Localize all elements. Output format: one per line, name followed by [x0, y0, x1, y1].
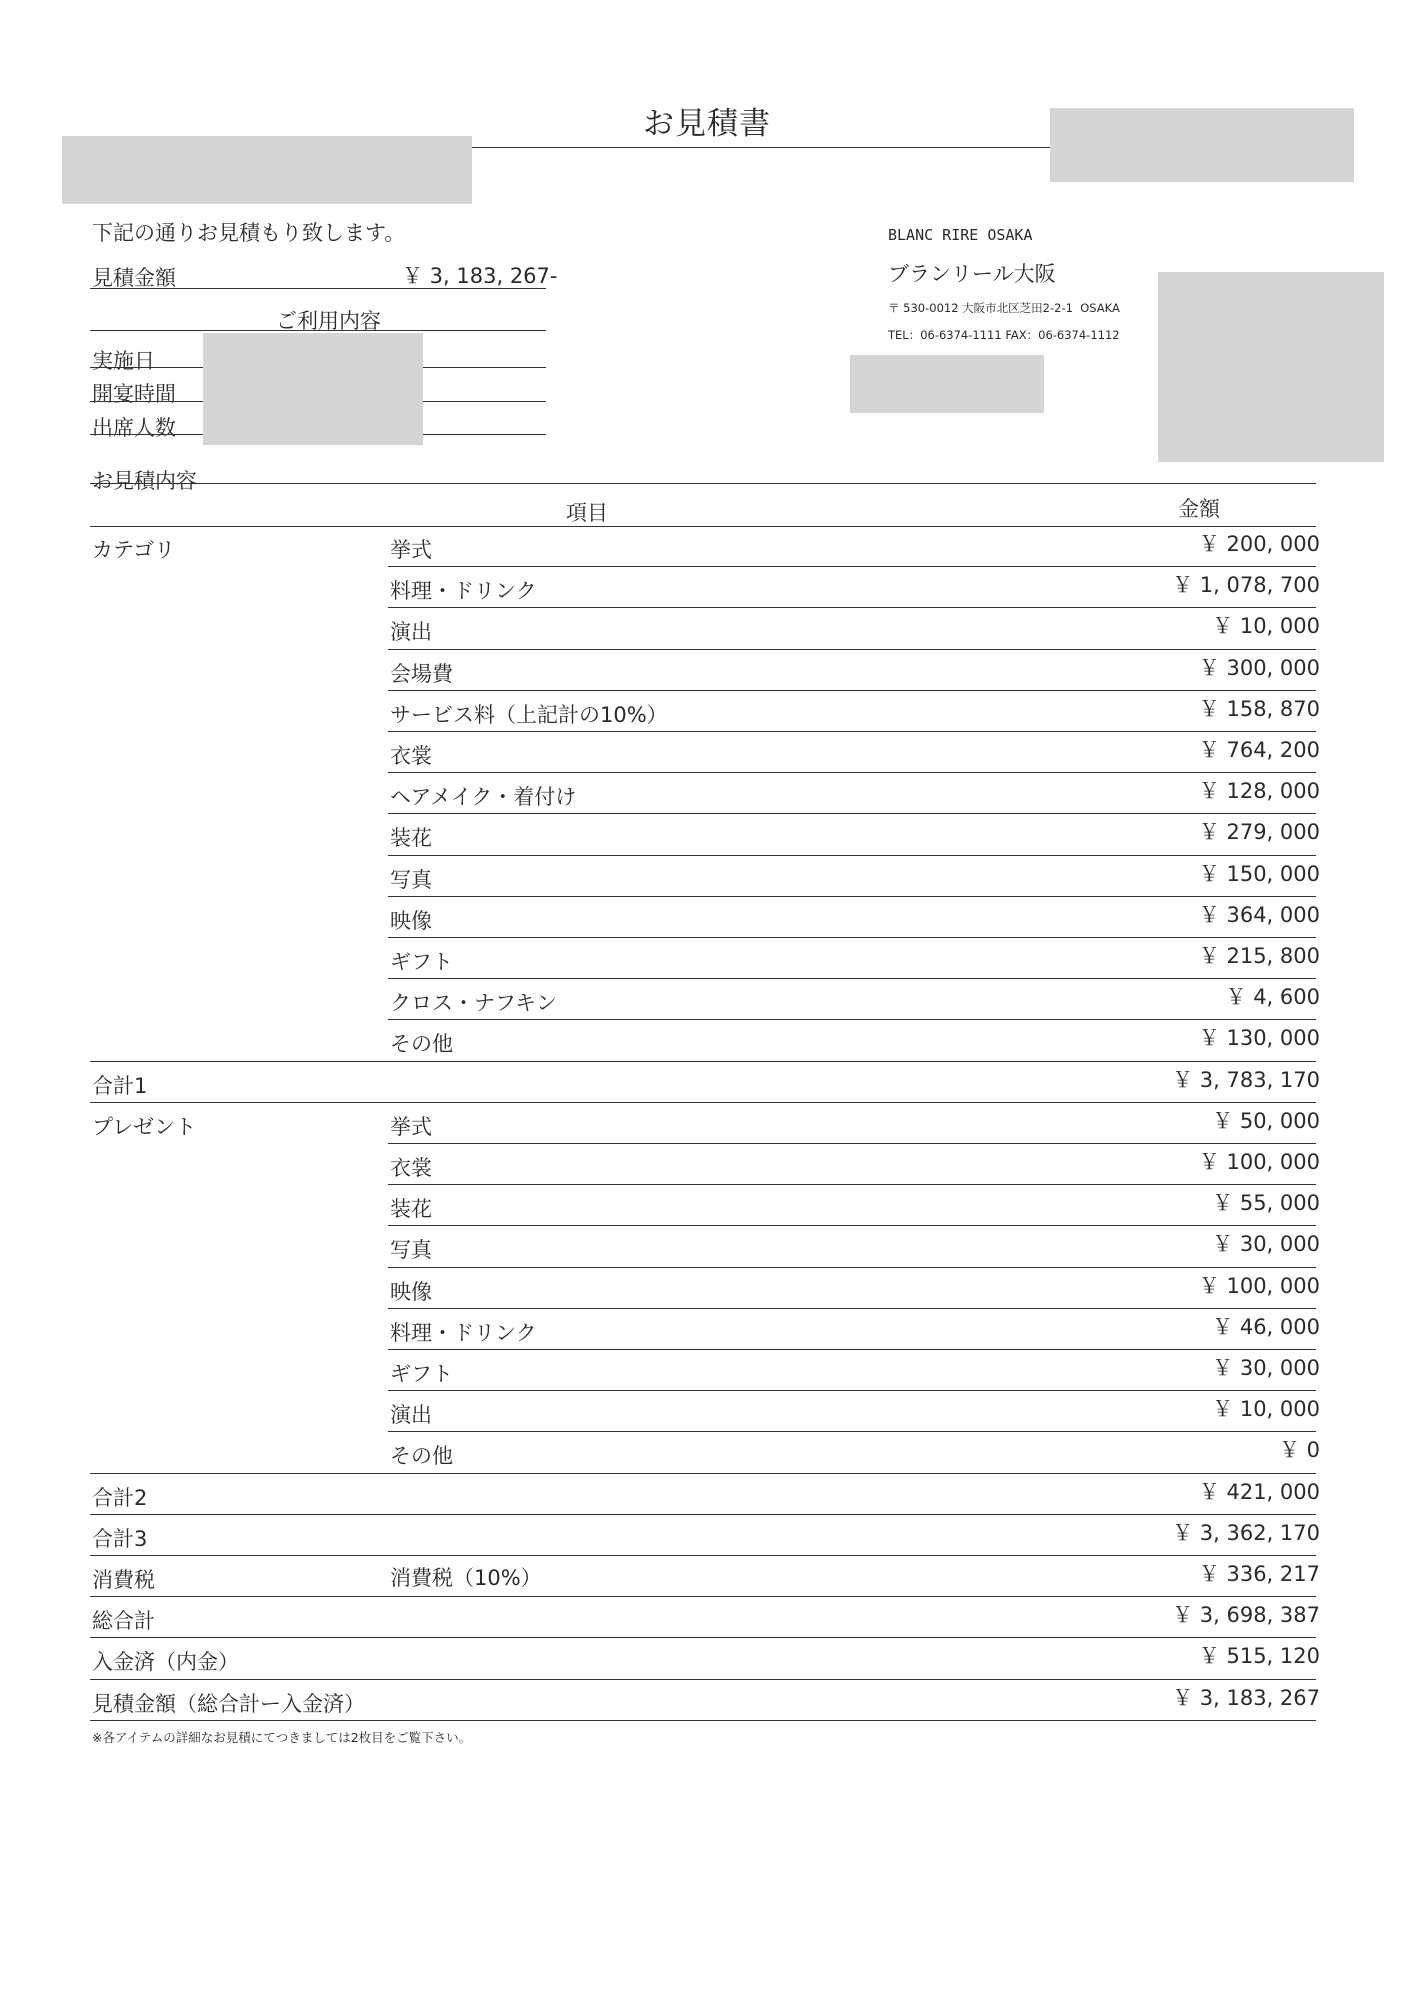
row-rule [388, 649, 1316, 650]
row-rule [388, 1431, 1316, 1432]
total-sub: 消費税（10%） [390, 1566, 542, 1590]
group-label: プレゼント [92, 1114, 197, 1139]
total-amount: ￥ 336, 217 [1198, 1562, 1320, 1586]
row-rule [388, 1349, 1316, 1350]
item-name: サービス料（上記計の10%） [390, 702, 668, 727]
subtotal-label: 合計1 [92, 1073, 148, 1098]
item-name: ギフト [390, 950, 453, 974]
usage-heading: ご利用内容 [276, 309, 381, 333]
row-rule [90, 1061, 1316, 1062]
row-rule [388, 1390, 1316, 1391]
row-rule [388, 1019, 1316, 1020]
estimate-amount: ￥ 3, 183, 267- [402, 264, 558, 288]
item-name: 映像 [390, 1279, 432, 1304]
item-amount: ￥ 1, 078, 700 [1172, 573, 1320, 598]
item-name: 挙式 [390, 538, 432, 562]
row-rule [90, 1473, 1316, 1474]
item-amount: ￥ 10, 000 [1212, 1397, 1320, 1422]
item-name: 写真 [390, 867, 432, 892]
redacted-usage-values [203, 333, 423, 445]
row-rule [388, 978, 1316, 979]
item-name: 演出 [390, 1403, 432, 1428]
item-name: 衣裳 [390, 1156, 432, 1180]
usage-time-label: 開宴時間 [92, 382, 176, 406]
item-name: クロス・ナフキン [390, 991, 557, 1016]
item-amount: ￥ 30, 000 [1212, 1232, 1320, 1257]
total-label: 入金済（内金） [92, 1650, 239, 1675]
subtotal-amount: ￥ 421, 000 [1198, 1479, 1320, 1504]
group-label: カテゴリ [92, 538, 176, 562]
total-rule [90, 1596, 1316, 1597]
total-label: 総合計 [92, 1609, 155, 1634]
item-amount: ￥ 364, 000 [1198, 902, 1320, 927]
item-name: 演出 [390, 620, 432, 645]
row-rule [388, 566, 1316, 567]
item-amount: ￥ 130, 000 [1198, 1026, 1320, 1051]
total-amount: ￥ 3, 698, 387 [1172, 1603, 1320, 1628]
item-name: 会場費 [390, 661, 453, 686]
item-name: 装花 [390, 826, 432, 851]
total-amount: ￥ 3, 183, 267 [1172, 1685, 1320, 1710]
item-amount: ￥ 158, 870 [1198, 696, 1320, 721]
total-rule [90, 1555, 1316, 1556]
item-name: 料理・ドリンク [390, 579, 537, 604]
item-name: 挙式 [390, 1114, 432, 1139]
item-amount: ￥ 100, 000 [1198, 1150, 1320, 1174]
company-name-en: BLANC RIRE OSAKA [888, 226, 1033, 244]
total-rule [90, 1637, 1316, 1638]
subtotal-rule [90, 1102, 1316, 1103]
item-amount: ￥ 215, 800 [1198, 944, 1320, 968]
footnote: ※各アイテムの詳細なお見積にてつきましては2枚目をご覧下さい。 [92, 1730, 472, 1745]
total-label: 合計3 [92, 1526, 148, 1551]
item-amount: ￥ 279, 000 [1198, 820, 1320, 845]
item-name: 映像 [390, 908, 432, 933]
company-phone: TEL：06-6374-1111 FAX：06-6374-1112 [888, 328, 1120, 342]
title-rule [470, 147, 1060, 148]
item-name: 装花 [390, 1197, 432, 1222]
item-name: 料理・ドリンク [390, 1320, 537, 1345]
item-amount: ￥ 50, 000 [1212, 1108, 1320, 1133]
intro-text: 下記の通りお見積もり致します。 [92, 221, 406, 245]
page-title: お見積書 [643, 106, 771, 142]
header-amount: 金額 [1178, 497, 1220, 521]
row-rule [388, 1184, 1316, 1185]
row-rule [388, 1225, 1316, 1226]
redacted-header-right [1050, 108, 1354, 182]
item-amount: ￥ 4, 600 [1225, 985, 1320, 1010]
row-rule [388, 937, 1316, 938]
total-amount: ￥ 3, 362, 170 [1172, 1520, 1320, 1545]
redacted-company-stamp [1158, 272, 1384, 462]
item-amount: ￥ 55, 000 [1212, 1191, 1320, 1216]
row-rule [388, 1308, 1316, 1309]
estimate-label: 見積金額 [92, 266, 176, 290]
total-amount: ￥ 515, 120 [1198, 1644, 1320, 1669]
company-address: 〒 530-0012 大阪市北区芝田2-2-1 OSAKA [888, 301, 1120, 315]
estimate-rule [90, 288, 546, 289]
item-amount: ￥ 300, 000 [1198, 655, 1320, 680]
total-label: 見積金額（総合計ー入金済） [92, 1691, 365, 1716]
section-title: お見積内容 [92, 469, 197, 493]
header-item: 項目 [566, 501, 608, 525]
subtotal-amount: ￥ 3, 783, 170 [1172, 1067, 1320, 1092]
item-amount: ￥ 764, 200 [1198, 738, 1320, 762]
usage-guests-label: 出席人数 [92, 416, 176, 440]
item-amount: ￥ 100, 000 [1198, 1273, 1320, 1298]
redacted-company-info [850, 355, 1044, 413]
row-rule [388, 690, 1316, 691]
row-rule [388, 855, 1316, 856]
redacted-recipient [62, 136, 472, 204]
row-rule [388, 731, 1316, 732]
total-label: 消費税 [92, 1568, 155, 1592]
header-rule [90, 526, 1316, 527]
item-name: その他 [390, 1444, 453, 1469]
item-amount: ￥ 0 [1278, 1438, 1320, 1463]
row-rule [388, 896, 1316, 897]
item-amount: ￥ 10, 000 [1212, 614, 1320, 639]
item-amount: ￥ 128, 000 [1198, 779, 1320, 804]
total-rule [90, 1679, 1316, 1680]
item-amount: ￥ 200, 000 [1198, 532, 1320, 556]
section-rule [90, 483, 1316, 484]
row-rule [388, 1267, 1316, 1268]
item-name: ギフト [390, 1362, 453, 1386]
item-amount: ￥ 150, 000 [1198, 861, 1320, 886]
total-rule [90, 1720, 1316, 1721]
row-rule [388, 607, 1316, 608]
subtotal-rule [90, 1514, 1316, 1515]
usage-date-label: 実施日 [92, 349, 155, 373]
company-name-ja: ブランリール大阪 [888, 262, 1056, 286]
item-name: 写真 [390, 1238, 432, 1263]
row-rule [388, 813, 1316, 814]
item-name: その他 [390, 1032, 453, 1057]
row-rule [388, 772, 1316, 773]
usage-rule [90, 330, 546, 331]
item-amount: ￥ 46, 000 [1212, 1314, 1320, 1339]
row-rule [388, 1143, 1316, 1144]
subtotal-label: 合計2 [92, 1485, 148, 1510]
item-amount: ￥ 30, 000 [1212, 1356, 1320, 1380]
item-name: 衣裳 [390, 744, 432, 768]
item-name: ヘアメイク・着付け [390, 785, 577, 810]
